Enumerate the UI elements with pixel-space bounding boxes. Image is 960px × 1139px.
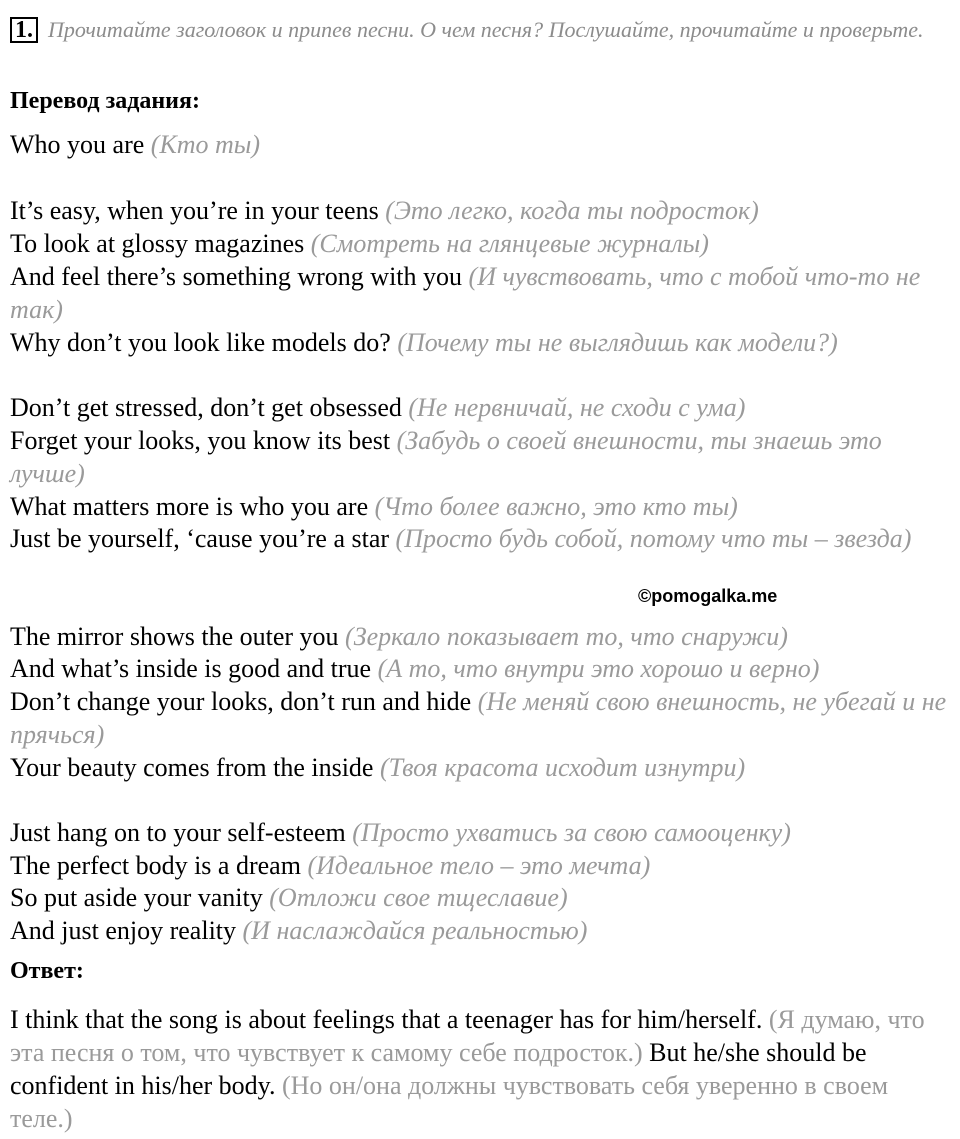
answer-heading: Ответ:: [10, 958, 84, 984]
lyric-line: [10, 128, 950, 161]
watermark: ©pomogalka.me: [638, 586, 778, 606]
lyric-en: So put aside your vanity: [10, 883, 263, 912]
lyric-en: The mirror shows the outer you: [10, 622, 339, 651]
lyric-en: Just hang on to your self-esteem: [10, 818, 346, 847]
lyric-ru: (Твоя красота исходит изнутри): [379, 753, 746, 782]
lyric-line: [10, 424, 950, 490]
lyric-en: Just be yourself, ‘cause you’re a star: [10, 524, 390, 553]
lyric-line: [10, 685, 950, 751]
lyric-line: [10, 227, 950, 260]
answer-en: I think that the song is about feelings that a teenager has for him/herself.: [10, 1005, 763, 1034]
lyric-ru: (Отложи свое тщеславие): [269, 883, 568, 912]
lyric-en: And just enjoy reality: [10, 916, 237, 945]
lyric-ru: (Почему ты не выглядишь как модели?): [397, 328, 838, 357]
lyric-en: To look at glossy magazines: [10, 229, 305, 258]
lyric-en: It’s easy, when you’re in your teens: [10, 196, 379, 225]
lyric-line: [10, 620, 950, 653]
lyric-line: [10, 391, 950, 424]
lyric-en: And feel there’s something wrong with you: [10, 262, 463, 291]
lyric-line: [10, 652, 950, 685]
lyric-ru: (Это легко, когда ты подросток): [385, 196, 759, 225]
lyric-en: And what’s inside is good and true: [10, 654, 372, 683]
task-text: Прочитайте заголовок и припев песни. О чем песня? Послушайте, прочитайте и проверьте.: [48, 17, 924, 42]
lyric-en: Your beauty comes from the inside: [10, 753, 374, 782]
lyric-en: Forget your looks, you know its best: [10, 426, 391, 455]
lyric-en: What matters more is who you are: [10, 492, 369, 521]
lyric-ru: (Смотреть на глянцевые журналы): [310, 229, 709, 258]
lyric-ru: (Просто будь собой, потому что ты – звезда): [395, 524, 912, 553]
lyric-ru: (Что более важно, это кто ты): [374, 492, 738, 521]
lyric-line: [10, 914, 950, 947]
lyric-en: Don’t get stressed, don’t get obsessed: [10, 393, 402, 422]
lyric-ru: (Не меняй свою внешность, не убегай и не прячься): [10, 687, 947, 749]
answer-en: But he/she should be confident in his/her body.: [10, 1038, 867, 1100]
lyric-en: Why don’t you look like models do?: [10, 328, 391, 357]
lyric-line: [10, 260, 950, 326]
answer-text: [10, 1003, 950, 1135]
lyric-ru: (И наслаждайся реальностью): [242, 916, 588, 945]
lyric-line: [10, 816, 950, 849]
lyric-ru: (И чувствовать, что с тобой что-то не так): [10, 262, 921, 324]
lyric-ru: (Просто ухватись за свою самооценку): [352, 818, 791, 847]
answer-ru: (Но он/она должны чувствовать себя уверенно в своем теле.): [10, 1071, 889, 1133]
task-instruction: [10, 14, 940, 45]
lyric-ru: (Зеркало показывает то, что снаружи): [345, 622, 788, 651]
lyric-line: [10, 490, 950, 523]
lyric-ru: (Кто ты): [150, 130, 261, 159]
lyric-ru: (Не нервничай, не сходи с ума): [408, 393, 746, 422]
lyric-line: [10, 751, 950, 784]
lyric-line: [10, 522, 950, 555]
translation-heading: Перевод задания:: [10, 88, 200, 114]
answer-ru: (Я думаю, что эта песня о том, что чувствует к самому себе подросток.): [10, 1005, 925, 1067]
lyric-en: Who you are: [10, 130, 145, 159]
lyric-line: [10, 849, 950, 882]
lyric-ru: (А то, что внутри это хорошо и верно): [377, 654, 820, 683]
lyric-line: [10, 326, 950, 359]
lyric-en: The perfect body is a dream: [10, 851, 301, 880]
task-number: 1.: [10, 17, 38, 43]
lyric-ru: (Идеальное тело – это мечта): [307, 851, 651, 880]
lyric-en: Don’t change your looks, don’t run and hide: [10, 687, 472, 716]
lyric-line: [10, 194, 950, 227]
lyric-ru: (Забудь о своей внешности, ты знаешь это лучше): [10, 426, 882, 488]
lyric-line: [10, 881, 950, 914]
